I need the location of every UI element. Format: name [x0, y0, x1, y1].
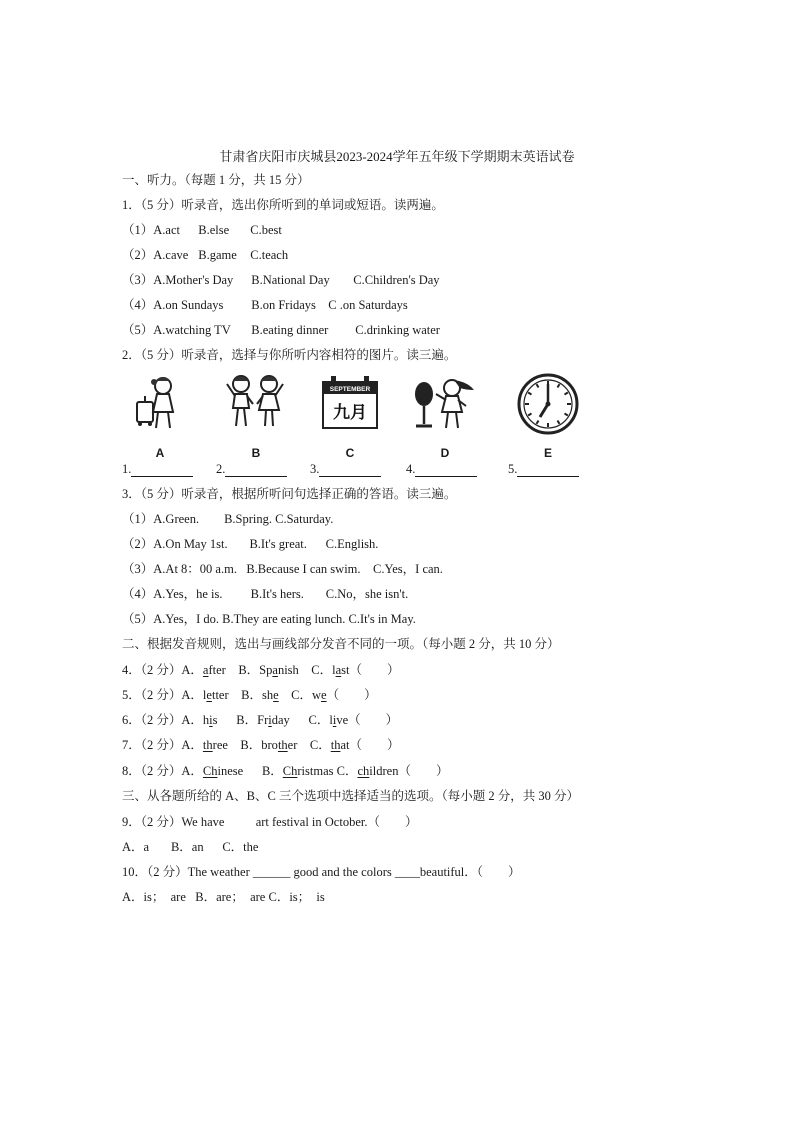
item-number: （4） [122, 298, 154, 312]
option-a: A.on Sundays [153, 298, 224, 312]
picture-c [310, 372, 390, 460]
question-3-item: （3）A.At 8：00 a.m. B.Because I can swim. C.Yes，I can. [122, 562, 443, 576]
question-1-item [122, 272, 440, 288]
option-b: B.else [198, 223, 230, 237]
item-number: （3） [122, 273, 154, 287]
question-1-item [122, 247, 288, 263]
calendar-month-text: 九月 [333, 403, 367, 423]
question-10-options: A．is； are B．are； are C．is； is [122, 890, 325, 904]
section-heading-listening: 一、听力。（每题 1 分，共 15 分） [122, 173, 310, 187]
phonics-question: 6．（2 分）A．his B．Friday C．live（ ） [122, 713, 399, 727]
phonics-question: 5．（2 分）A．letter B．she C．we（ ） [122, 688, 377, 702]
calendar-banner: SEPTEMBER [329, 386, 371, 393]
clock-icon [516, 372, 580, 436]
item-number: （2） [122, 248, 154, 262]
picture-a [120, 372, 200, 460]
item-number: （5） [122, 323, 154, 337]
phonics-question: 4．（2 分）A．after B．Spanish C．last（ ） [122, 663, 400, 677]
answer-blank[interactable]: 5. [508, 462, 579, 477]
answer-blank[interactable]: 4. [406, 462, 477, 477]
question-1-stem: 1．（5 分）听录音，选出你所听到的单词或短语。读两遍。 [122, 198, 444, 212]
section-heading-choice: 三、从各题所给的 A、B、C 三个选项中选择适当的选项。（每小题 2 分，共 30 分） [122, 789, 579, 803]
picture-label: C [345, 446, 355, 460]
page-title: 甘肃省庆阳市庆城县2023-2024学年五年级下学期期末英语试卷 [219, 149, 575, 164]
option-c: C .on Saturdays [328, 298, 408, 312]
phonics-question: 8．（2 分）A．Chinese B．Christmas C．children（ ） [122, 764, 449, 778]
question-10-stem: 10．（2 分）The weather ______ good and the colors ____beautiful．（ ） [122, 865, 521, 879]
option-b: B.eating dinner [251, 323, 329, 337]
girl-with-luggage-icon [129, 372, 191, 434]
option-b: B.National Day [251, 273, 330, 287]
answer-blank[interactable]: 3. [310, 462, 381, 477]
picture-d [405, 372, 485, 460]
option-c: C.drinking water [355, 323, 440, 337]
option-c: C.teach [250, 248, 289, 262]
calendar-september-icon [317, 372, 383, 434]
question-9-stem: 9．（2 分）We have art festival in October.（ ） [122, 815, 418, 829]
question-1-item [122, 322, 440, 338]
two-kids-icon [223, 372, 289, 434]
picture-label: A [155, 446, 165, 460]
option-b: B.on Fridays [251, 298, 316, 312]
question-2-stem: 2．（5 分）听录音，选择与你所听内容相符的图片。读三遍。 [122, 348, 457, 362]
question-9-options: A．a B．an C．the [122, 840, 259, 854]
answer-blank[interactable]: 1. [122, 462, 193, 477]
question-3-item: （1）A.Green. B.Spring. C.Saturday. [122, 512, 334, 526]
picture-label: D [440, 446, 450, 460]
picture-row [120, 372, 590, 460]
option-c: C.Children's Day [353, 273, 440, 287]
picture-label: E [543, 446, 552, 460]
option-a: A.watching TV [153, 323, 231, 337]
question-1-item [122, 222, 282, 238]
answer-blank[interactable]: 2. [216, 462, 287, 477]
question-3-item: （2）A.On May 1st. B.It's great. C.English. [122, 537, 379, 551]
question-1-item [122, 297, 408, 313]
option-c: C.best [250, 223, 282, 237]
question-3-stem: 3．（5 分）听录音，根据所听问句选择正确的答语。读三遍。 [122, 487, 457, 501]
picture-b [216, 372, 296, 460]
picture-label: B [251, 446, 261, 460]
question-3-item: （4）A.Yes，he is. B.It's hers. C.No，she isn't. [122, 587, 409, 601]
girl-with-fan-icon [410, 372, 480, 434]
item-number: （1） [122, 223, 154, 237]
option-a: A.act [153, 223, 180, 237]
option-a: A.Mother's Day [153, 273, 234, 287]
answer-blanks [122, 462, 602, 480]
question-3-item: （5）A.Yes，I do. B.They are eating lunch. C.It's in May. [122, 612, 416, 626]
section-heading-phonics: 二、根据发音规则，选出与画线部分发音不同的一项。（每小题 2 分，共 10 分） [122, 637, 560, 651]
option-a: A.cave [153, 248, 189, 262]
picture-e [508, 372, 588, 460]
option-b: B.game [198, 248, 237, 262]
phonics-question: 7．（2 分）A．three B．brother C．that（ ） [122, 738, 400, 752]
